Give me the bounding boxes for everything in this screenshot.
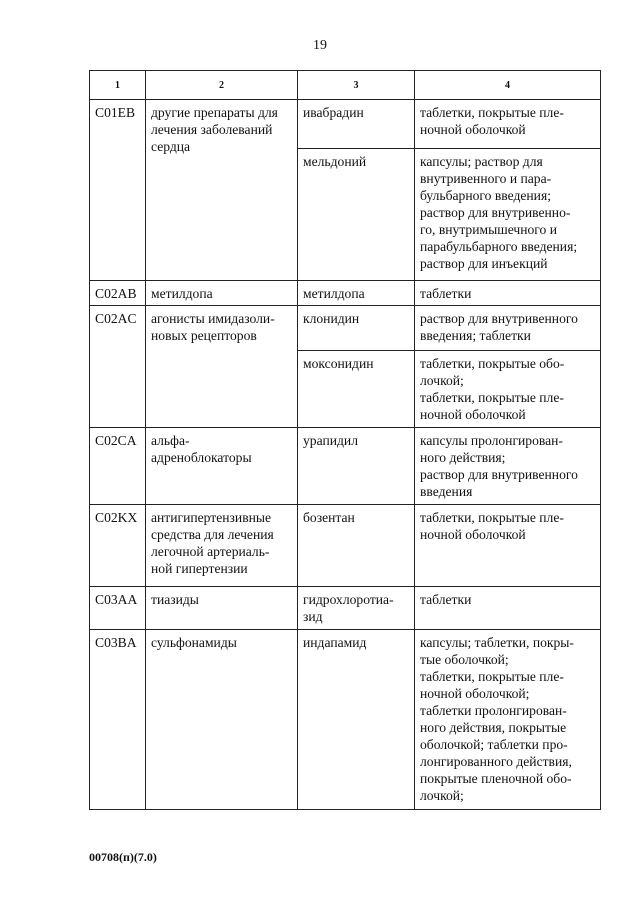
cell-text-line: бозентан [303, 510, 355, 525]
group-name-cell [146, 281, 298, 306]
drug-name-cell [298, 505, 415, 587]
cell-text-line: таблетки [420, 286, 472, 301]
cell-text-line: капсулы; таблетки, покры- [420, 635, 574, 650]
cell-text-line: го, внутримышечного и [420, 222, 558, 237]
cell-text-line: лонгированного действия, [420, 754, 572, 769]
cell-text-line: другие препараты для [151, 105, 278, 120]
cell-text-line: таблетки, покрытые пле- [420, 669, 564, 684]
drug-name-cell [298, 149, 415, 281]
table-row [90, 505, 601, 587]
cell-text-line: покрытые пленочной обо- [420, 771, 572, 786]
cell-text-line: клонидин [303, 311, 360, 326]
cell-text-line: ночной оболочкой [420, 527, 526, 542]
cell-text-line: средства для лечения [151, 527, 274, 542]
cell-text-line: оболочкой; таблетки про- [420, 737, 568, 752]
atc-code-cell: C02CA [90, 428, 146, 505]
cell-text-line: лечения заболеваний [151, 122, 273, 137]
cell-text-line: раствор для инъекций [420, 256, 548, 271]
atc-code-cell: C03BA [90, 630, 146, 810]
drug-name-cell [298, 428, 415, 505]
cell-text-line: ночной оболочкой [420, 122, 526, 137]
table-row [90, 100, 601, 149]
table-row [90, 306, 601, 351]
cell-text-line: ного действия; [420, 450, 506, 465]
dosage-form-cell [415, 505, 601, 587]
cell-text-line: легочной артериаль- [151, 544, 270, 559]
cell-text-line: сульфонамиды [151, 635, 237, 650]
group-name-cell [146, 587, 298, 630]
cell-text-line: метилдопа [303, 286, 365, 301]
dosage-form-cell [415, 587, 601, 630]
group-name-cell [146, 505, 298, 587]
dosage-form-cell [415, 281, 601, 306]
dosage-form-cell [415, 630, 601, 810]
cell-text-line: раствор для внутривенного [420, 311, 578, 326]
cell-text-line: адреноблокаторы [151, 450, 252, 465]
atc-code-cell: C02AC [90, 306, 146, 428]
drug-name-cell [298, 100, 415, 149]
cell-text-line: таблетки, покрытые пле- [420, 105, 564, 120]
page-number: 19 [313, 38, 327, 53]
cell-text-line: внутривенного и пара- [420, 171, 552, 186]
group-name-cell [146, 100, 298, 281]
cell-text-line: раствор для внутривенного [420, 467, 578, 482]
group-name-cell [146, 306, 298, 428]
column-header: 3 [298, 71, 415, 100]
table-row [90, 428, 601, 505]
table-row [90, 587, 601, 630]
cell-text-line: новых рецепторов [151, 328, 257, 343]
cell-text-line: лочкой; [420, 373, 464, 388]
cell-text-line: индапамид [303, 635, 367, 650]
cell-text-line: таблетки, покрытые пле- [420, 510, 564, 525]
cell-text-line: лочкой; [420, 788, 464, 803]
cell-text-line: агонисты имидазоли- [151, 311, 275, 326]
group-name-cell [146, 428, 298, 505]
column-header: 1 [90, 71, 146, 100]
table-body [90, 100, 601, 810]
cell-text-line: моксонидин [303, 356, 374, 371]
dosage-form-cell [415, 306, 601, 351]
cell-text-line: введения [420, 484, 473, 499]
atc-code-cell: C02KX [90, 505, 146, 587]
cell-text-line: таблетки, покрытые обо- [420, 356, 565, 371]
dosage-form-cell [415, 100, 601, 149]
dosage-form-cell [415, 428, 601, 505]
drug-name-cell [298, 351, 415, 428]
drug-name-cell [298, 587, 415, 630]
atc-code-cell: C01EB [90, 100, 146, 281]
drug-name-cell [298, 306, 415, 351]
cell-text-line: ной гипертензии [151, 561, 248, 576]
atc-code-cell: C03AA [90, 587, 146, 630]
cell-text-line: таблетки [420, 592, 472, 607]
cell-text-line: ного действия, покрытые [420, 720, 567, 735]
cell-text-line: раствор для внутривенно- [420, 205, 571, 220]
cell-text-line: таблетки пролонгирован- [420, 703, 567, 718]
cell-text-line: бульбарного введения; [420, 188, 551, 203]
atc-code-cell: C02AB [90, 281, 146, 306]
table-row [90, 630, 601, 810]
column-header: 4 [415, 71, 601, 100]
cell-text-line: альфа- [151, 433, 190, 448]
drug-table [89, 70, 601, 810]
cell-text-line: зид [303, 609, 323, 624]
cell-text-line: антигипертензивные [151, 510, 272, 525]
table-row [90, 281, 601, 306]
cell-text-line: ночной оболочкой [420, 407, 526, 422]
cell-text-line: парабульбарного введения; [420, 239, 578, 254]
group-name-cell [146, 630, 298, 810]
cell-text-line: сердца [151, 139, 191, 154]
document-code: 00708(п)(7.0) [89, 850, 157, 864]
cell-text-line: метилдопа [151, 286, 213, 301]
cell-text-line: тые оболочкой; [420, 652, 509, 667]
drug-name-cell [298, 281, 415, 306]
dosage-form-cell [415, 149, 601, 281]
cell-text-line: капсулы; раствор для [420, 154, 543, 169]
dosage-form-cell [415, 351, 601, 428]
cell-text-line: введения; таблетки [420, 328, 531, 343]
cell-text-line: тиазиды [151, 592, 199, 607]
drug-name-cell [298, 630, 415, 810]
table-header-row [90, 71, 601, 100]
cell-text-line: ивабрадин [303, 105, 364, 120]
cell-text-line: таблетки, покрытые пле- [420, 390, 564, 405]
cell-text-line: капсулы пролонгирован- [420, 433, 563, 448]
column-header: 2 [146, 71, 298, 100]
cell-text-line: ночной оболочкой; [420, 686, 530, 701]
cell-text-line: гидрохлоротиа- [303, 592, 394, 607]
cell-text-line: урапидил [303, 433, 358, 448]
cell-text-line: мельдоний [303, 154, 367, 169]
